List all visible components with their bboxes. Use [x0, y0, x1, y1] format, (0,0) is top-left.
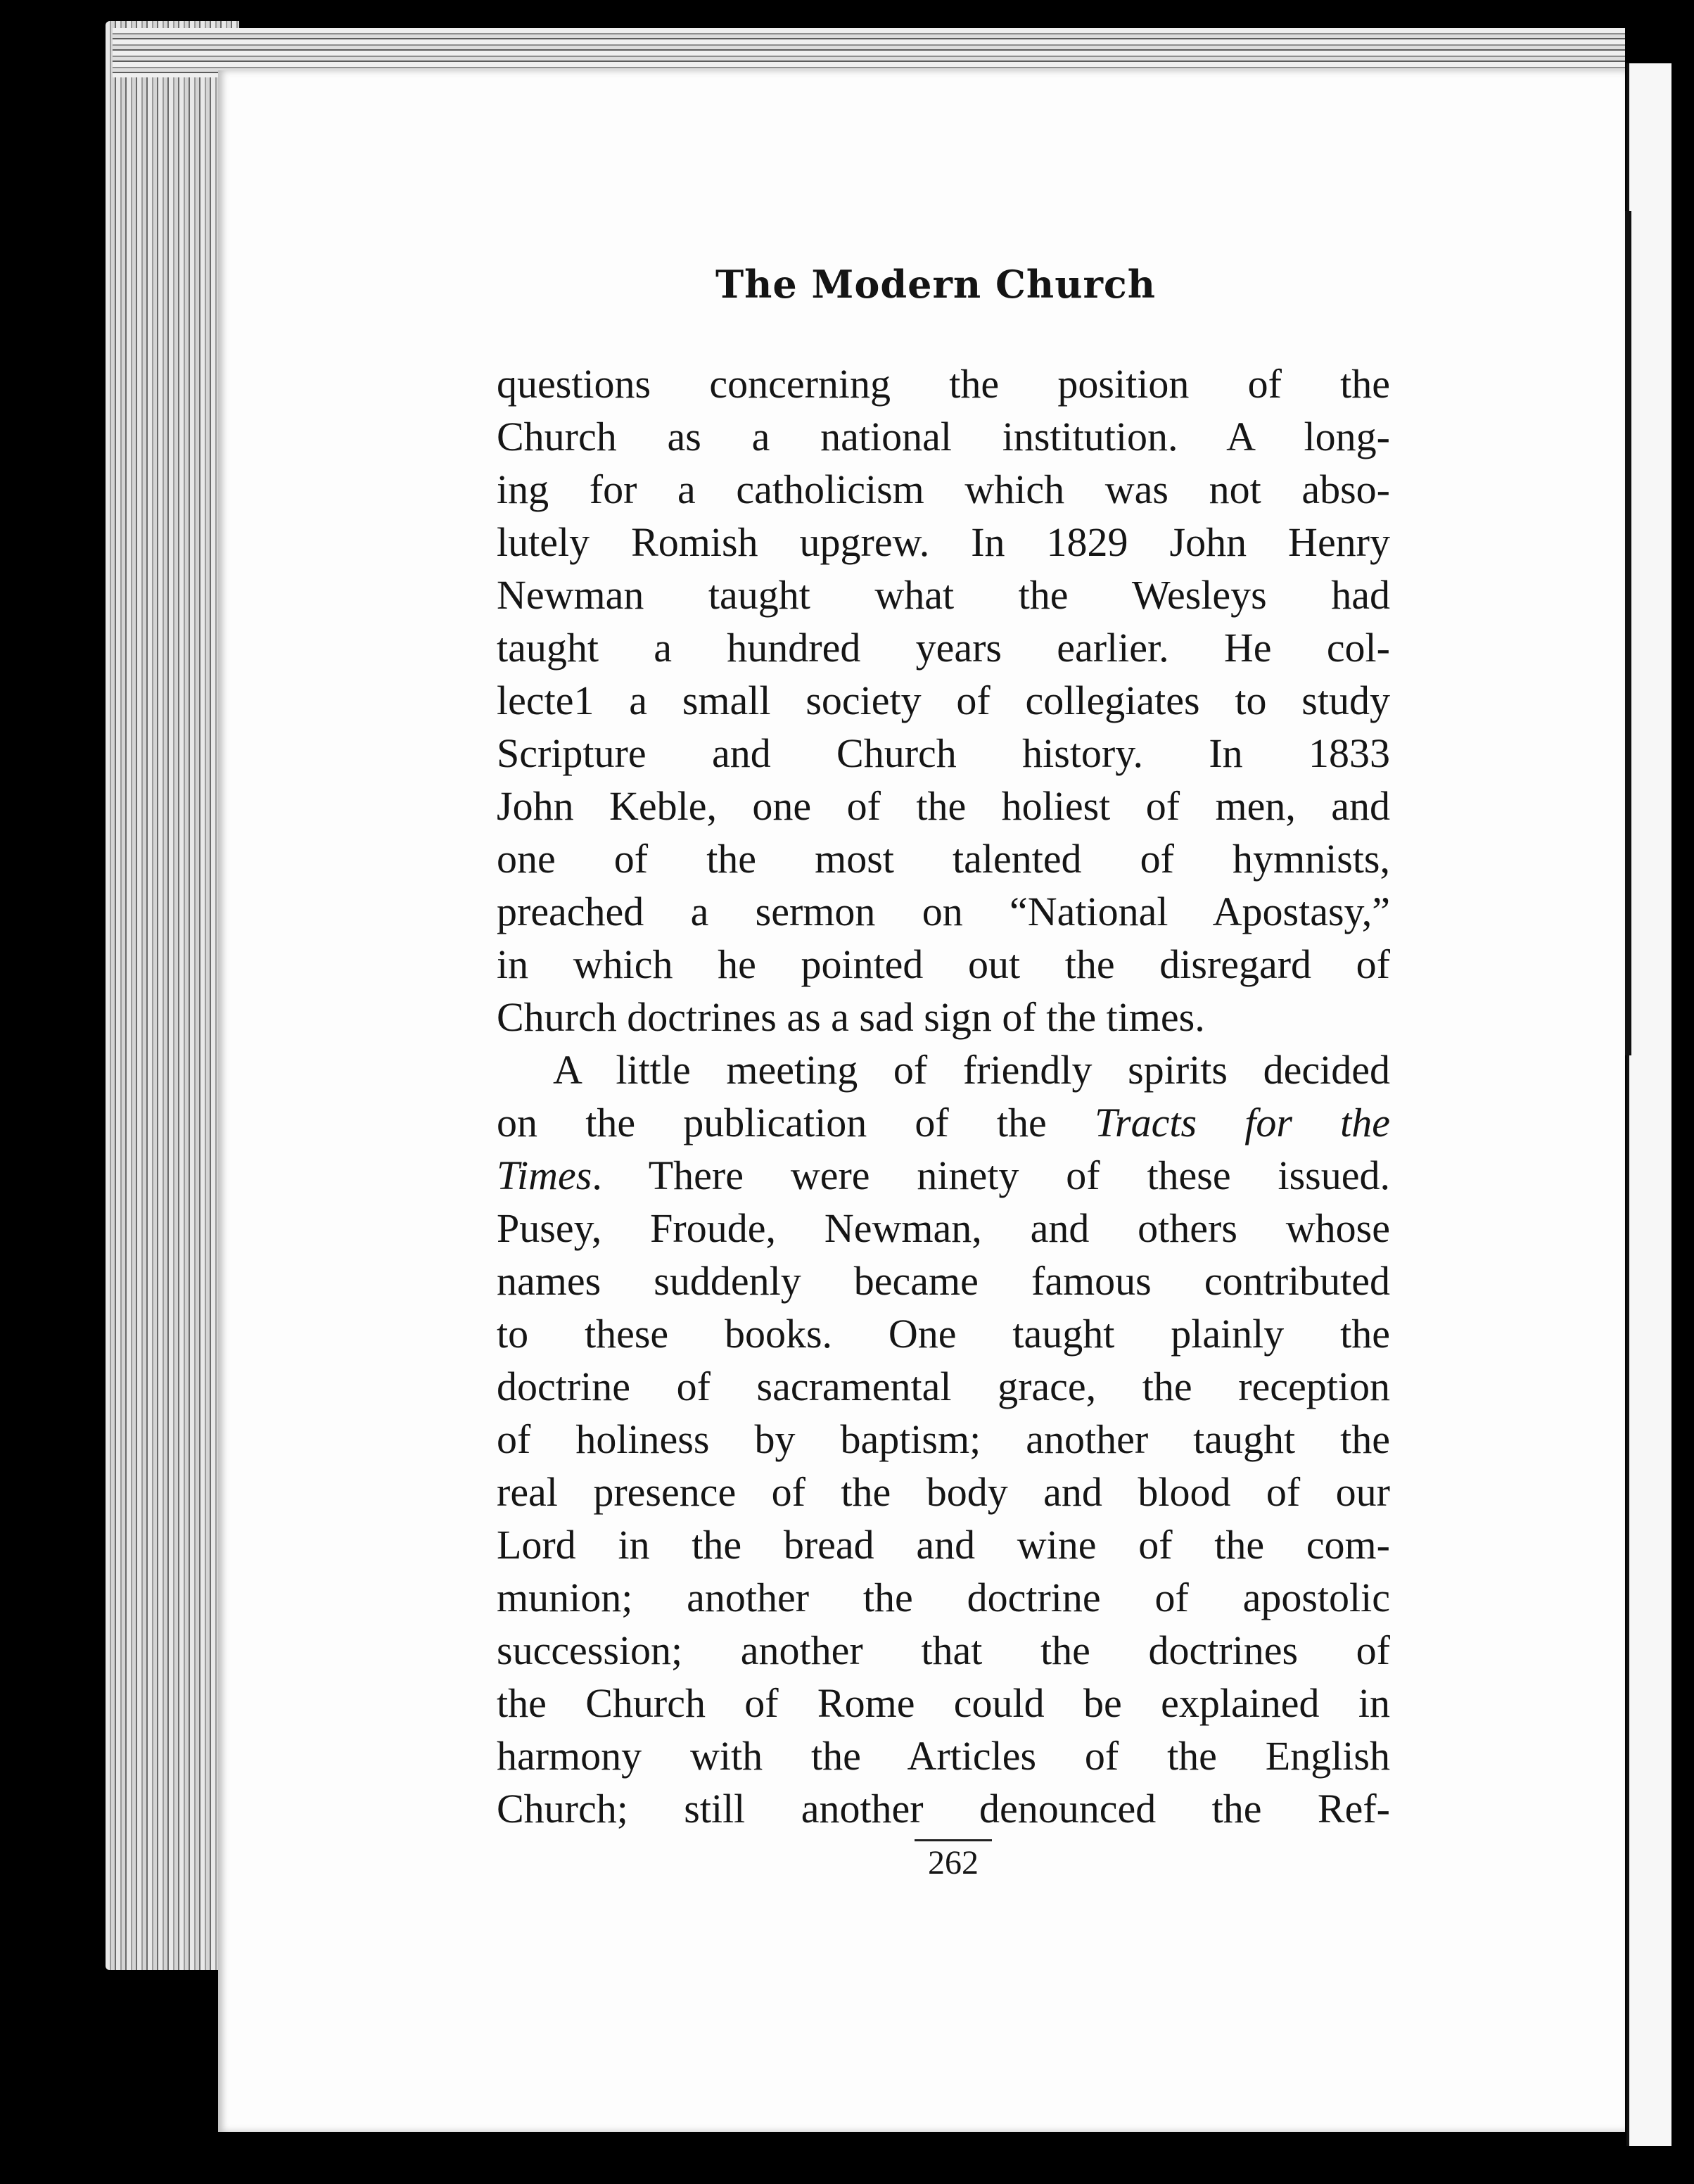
body-text [497, 357, 1390, 1835]
italic-title: Times [497, 1153, 592, 1198]
text-line: A little meeting of friendly spirits decided [553, 1047, 1390, 1093]
text-line: Newman taught what the Wesleys had [497, 572, 1390, 618]
text-line: the Church of Rome could be explained in [497, 1680, 1390, 1726]
text-line: Church; still another denounced the Ref- [497, 1786, 1390, 1831]
text-line: of holiness by baptism; another taught the [497, 1416, 1390, 1462]
text-line: harmony with the Articles of the English [497, 1733, 1390, 1779]
paragraph-1 [497, 357, 1390, 1043]
text-line: one of the most talented of hymnists, [497, 836, 1390, 882]
italic-title: Tracts for the [1094, 1100, 1390, 1145]
text-line: Pusey, Froude, Newman, and others whose [497, 1205, 1390, 1251]
text-line: to these books. One taught plainly the [497, 1311, 1390, 1357]
text-line: Lord in the bread and wine of the com- [497, 1522, 1390, 1568]
text-line: succession; another that the doctrines of [497, 1627, 1390, 1673]
text-line: lecte1 a small society of collegiates to study [497, 678, 1390, 723]
text-line: names suddenly became famous contributed [497, 1258, 1390, 1304]
text-line: ing for a catholicism which was not abso- [497, 466, 1390, 512]
text-line: Church doctrines as a sad sign of the times. [497, 994, 1205, 1040]
paragraph-2 [497, 1043, 1390, 1835]
text-line: questions concerning the position of the [497, 361, 1390, 407]
folio-rule [915, 1839, 992, 1841]
text-line: taught a hundred years earlier. He col- [497, 625, 1390, 671]
text-line: Times. There were ninety of these issued. [497, 1153, 1390, 1198]
text-line: doctrine of sacramental grace, the reception [497, 1364, 1390, 1409]
text-line: lutely Romish upgrew. In 1829 John Henry [497, 519, 1390, 565]
text-line: John Keble, one of the holiest of men, and [497, 783, 1390, 829]
text-line: in which he pointed out the disregard of [497, 941, 1390, 987]
text-line: real presence of the body and blood of our [497, 1469, 1390, 1515]
text-line: munion; another the doctrine of apostolic [497, 1575, 1390, 1620]
text-line: on the publication of the Tracts for the [497, 1100, 1390, 1145]
text-line: Scripture and Church history. In 1833 [497, 730, 1390, 776]
facing-page-edge [1626, 63, 1671, 2146]
text-line: Church as a national institution. A long- [497, 414, 1390, 459]
page-number: 262 [928, 1844, 979, 1881]
text-line: preached a sermon on “National Apostasy,” [497, 889, 1390, 934]
running-head: The Modern Church [715, 262, 1157, 307]
